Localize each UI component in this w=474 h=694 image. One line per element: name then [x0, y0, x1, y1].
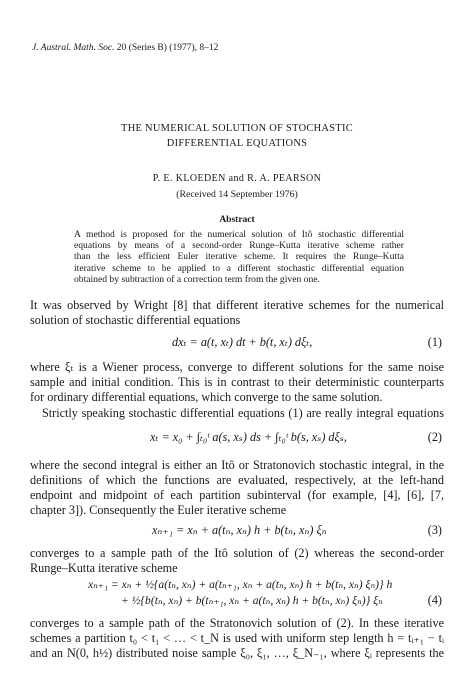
equation-number: (4) — [427, 593, 442, 607]
abstract-line: than the less efficient Euler iterative scheme. It requires the Runge–Kutta — [74, 251, 404, 263]
text-line: Strictly speaking stochastic differential equations (1) are really integral equations — [42, 406, 444, 420]
text-line: where the second integral is either an Itô or Stratonovich stochastic integral, in the — [30, 458, 444, 472]
abstract-line: iterative scheme to be applied to a different stochastic differential equation — [74, 262, 404, 274]
paper-title-line-2: DIFFERENTIAL EQUATIONS — [166, 138, 308, 149]
body-paragraph — [30, 546, 444, 576]
equation-number: (3) — [427, 523, 442, 537]
journal-name: J. Austral. Math. Soc. — [32, 43, 115, 53]
abstract-line: A method is proposed for the numerical solution of Itô stochastic differential — [74, 229, 404, 240]
abstract-line: equations by means of a second-order Runge–Kutta iterative scheme rather — [74, 240, 404, 252]
equation-4-line-1: xₙ₊₁ = xₙ + ½{a(tₙ, xₙ) + a(tₙ₊₁, xₙ + a(tₙ, xₙ) h + b(tₙ, xₙ) ξₙ)} h — [88, 578, 393, 591]
body-paragraph — [42, 406, 444, 421]
text-line: endpoint and midpoint of each partition subinterval (for example, [4], [6], [7, — [30, 488, 444, 502]
text-line: Runge–Kutta iterative scheme — [30, 561, 178, 575]
text-line: and an N(0, h½) distributed noise sample ξ₀, ξ₁, …, ξ_N₋₁, where ξᵢ represents the — [30, 646, 444, 660]
paper-title-line-1: THE NUMERICAL SOLUTION OF STOCHASTIC — [121, 123, 353, 134]
text-line: for ordinary differential equations, which converge to the same solution. — [30, 390, 383, 404]
text-line: converges to a sample path of the Stratonovich solution of (2). In these iterative — [30, 616, 444, 630]
equation-2: xₜ = x₀ + ∫ₜ₀ᵗ a(s, xₛ) ds + ∫ₜ₀ᵗ b(s, xₛ) dξₛ, — [150, 430, 347, 444]
text-line: converges to a sample path of the Itô solution of (2) whereas the second-order — [30, 546, 444, 560]
received-date: (Received 14 September 1976) — [176, 189, 298, 200]
abstract-heading: Abstract — [219, 215, 255, 225]
body-paragraph — [30, 298, 444, 328]
equation-3: xₙ₊₁ = xₙ + a(tₙ, xₙ) h + b(tₙ, xₙ) ξₙ — [152, 523, 327, 537]
equation-1: dxₜ = a(t, xₜ) dt + b(t, xₜ) dξₜ, — [172, 335, 313, 349]
body-paragraph — [30, 616, 444, 661]
text-line: definitions of which the functions are evaluated, respectively, at the left-hand — [30, 473, 444, 487]
text-line: where ξₜ is a Wiener process, converge to different solutions for the same noise — [30, 360, 444, 374]
equation-number: (2) — [427, 430, 442, 444]
equation-4-line-2: + ½{b(tₙ, xₙ) + b(tₙ₊₁, xₙ + a(tₙ, xₙ) h + b(tₙ, xₙ) ξₙ)} ξₙ — [121, 594, 383, 607]
authors: P. E. KLOEDEN and R. A. PEARSON — [152, 173, 322, 184]
text-line: schemes a partition t₀ < t₁ < … < t_N is used with uniform step length h = tᵢ₊₁ − tᵢ — [30, 631, 444, 645]
journal-volume: 20 (Series B) (1977), 8–12 — [114, 43, 219, 53]
equation-number: (1) — [427, 335, 442, 349]
text-line: chapter 3]). Consequently the Euler iterative scheme — [30, 503, 287, 517]
abstract-line: obtained by subtraction of a correction term from the given one. — [74, 273, 320, 285]
text-line: sample and initial condition. This is in contrast to their deterministic counterparts — [30, 375, 444, 389]
journal-citation — [32, 43, 218, 53]
text-line: It was observed by Wright [8] that different iterative schemes for the numerical — [30, 298, 444, 312]
text-line: solution of stochastic differential equations — [30, 313, 241, 327]
body-paragraph — [30, 458, 444, 518]
body-paragraph — [30, 360, 444, 405]
abstract-text — [74, 229, 404, 285]
